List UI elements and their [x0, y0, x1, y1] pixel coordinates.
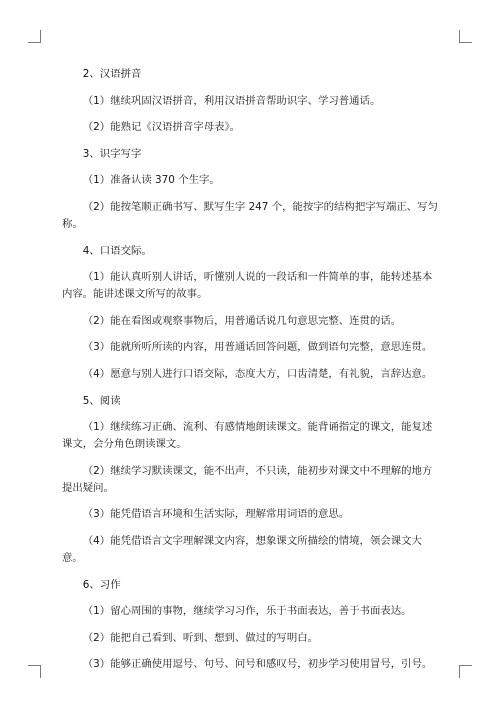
paragraph-item: （1）留心周围的事物，继续学习习作，乐于书面表达，善于书面表达。: [82, 605, 412, 618]
crop-mark-top-left: [28, 30, 41, 43]
paragraph-item: （3）能就所听所读的内容，用普通话回答问题，做到语句完整，意思连贯。: [82, 341, 433, 354]
paragraph-item: （1）继续巩固汉语拼音，利用汉语拼音帮助识字、学习普通话。: [82, 94, 381, 107]
section-heading-pinyin: 2、汉语拼音: [82, 68, 142, 80]
paragraph-item: （1）准备认读 370 个生字。: [82, 174, 220, 187]
paragraph-item: （2）能按笔顺正确书写、默写生字 247 个，能按字的结构把字写端正、写匀称。: [62, 200, 438, 230]
section-heading-reading: 5、阅读: [82, 394, 121, 407]
paragraph-item: （3）能凭借语言环境和生活实际，理解常用词语的意思。: [82, 508, 350, 521]
section-heading-oral: 4、口语交际。: [82, 244, 152, 257]
document-body: [62, 66, 442, 683]
paragraph-item: （2）能熟记《汉语拼音字母表》。: [82, 121, 241, 134]
section-heading-writing: 6、习作: [82, 578, 121, 591]
paragraph-item: （2）能把自己看到、听到、想到、做过的写明白。: [82, 631, 318, 644]
section-heading-literacy: 3、识字写字: [82, 147, 142, 160]
paragraph-item: （2）能在看图或观察事物后，用普通话说几句意思完整、连贯的话。: [82, 314, 402, 327]
crop-mark-bottom-left: [28, 665, 41, 678]
paragraph-item: （1）能认真听别人讲话，听懂别人说的一段话和一件简单的事，能转述基本内容。能讲述课文所写的故事。: [62, 271, 433, 301]
paragraph-item: （2）继续学习默读课文，能不出声，不只读，能初步对课文中不理解的地方提出疑问。: [62, 464, 433, 494]
paragraph-item: （1）继续练习正确、流利、有感情地朗读课文。能背诵指定的课文，能复述课文，会分角色朗读课文。: [62, 421, 433, 451]
crop-mark-top-right: [459, 30, 472, 43]
paragraph-item: （4）能凭借语言文字理解课文内容，想象课文所描绘的情境，领会课文大意。: [62, 534, 422, 564]
paragraph-item: （4）愿意与别人进行口语交际，态度大方，口齿清楚，有礼貌，言辞达意。: [82, 367, 433, 380]
paragraph-item: （3）能够正确使用逗号、句号、问号和感叹号，初步学习使用冒号，引号。: [82, 658, 433, 671]
crop-mark-bottom-right: [459, 665, 472, 678]
